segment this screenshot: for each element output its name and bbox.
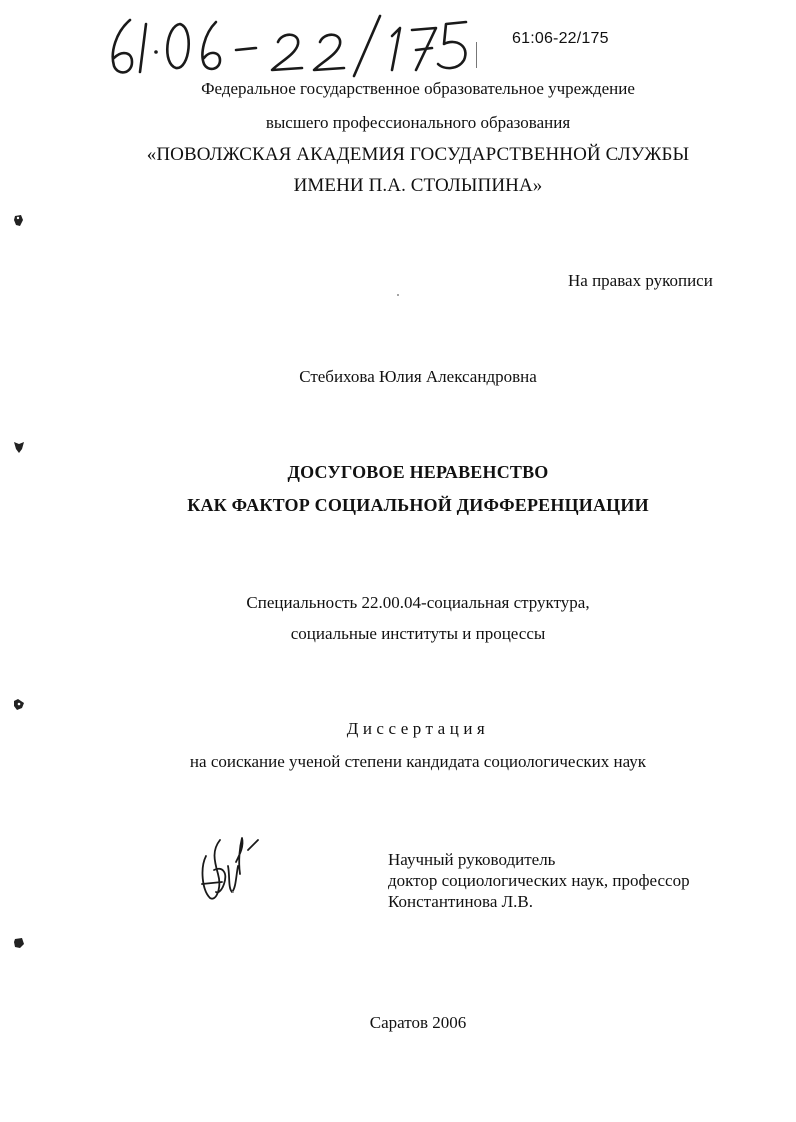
manuscript-rights: На правах рукописи <box>568 271 713 290</box>
dissertation-label: Диссертация <box>346 719 490 738</box>
dissertation-subtitle: на соискание ученой степени кандидата социологических наук <box>189 752 647 771</box>
scan-speck <box>232 891 234 893</box>
organization-line-2: высшего профессионального образования <box>265 113 571 132</box>
stamp-divider <box>476 42 477 68</box>
binder-hole-mark <box>12 214 26 228</box>
supervisor-block <box>388 849 690 912</box>
supervisor-degree: доктор социологических наук, профессор <box>388 871 690 890</box>
supervisor-name: Константинова Л.В. <box>388 892 534 911</box>
catalog-stamp-number: 61:06-22/175 <box>512 30 609 47</box>
scan-speck <box>397 294 399 296</box>
specialty-line-1: Специальность 22.00.04-социальная структура, <box>246 593 590 612</box>
specialty-line-2: социальные институты и процессы <box>290 624 546 643</box>
academy-name-line-2: ИМЕНИ П.А. СТОЛЫПИНА» <box>293 175 543 196</box>
binder-hole-mark <box>12 698 26 712</box>
binder-hole-mark <box>12 440 26 454</box>
handwritten-catalog-number <box>100 8 480 80</box>
title-line-2: КАК ФАКТОР СОЦИАЛЬНОЙ ДИФФЕРЕНЦИАЦИИ <box>187 495 649 515</box>
supervisor-signature <box>192 826 264 904</box>
supervisor-role: Научный руководитель <box>388 850 556 869</box>
academy-name-line-1: «ПОВОЛЖСКАЯ АКАДЕМИЯ ГОСУДАРСТВЕННОЙ СЛУЖБЫ <box>146 144 690 165</box>
author-name: Стебихова Юлия Александровна <box>299 367 537 386</box>
organization-line-1: Федеральное государственное образовательное учреждение <box>201 79 635 98</box>
title-line-1: ДОСУГОВОЕ НЕРАВЕНСТВО <box>287 462 549 482</box>
binder-hole-mark <box>12 936 26 950</box>
city-year: Саратов 2006 <box>369 1013 467 1032</box>
